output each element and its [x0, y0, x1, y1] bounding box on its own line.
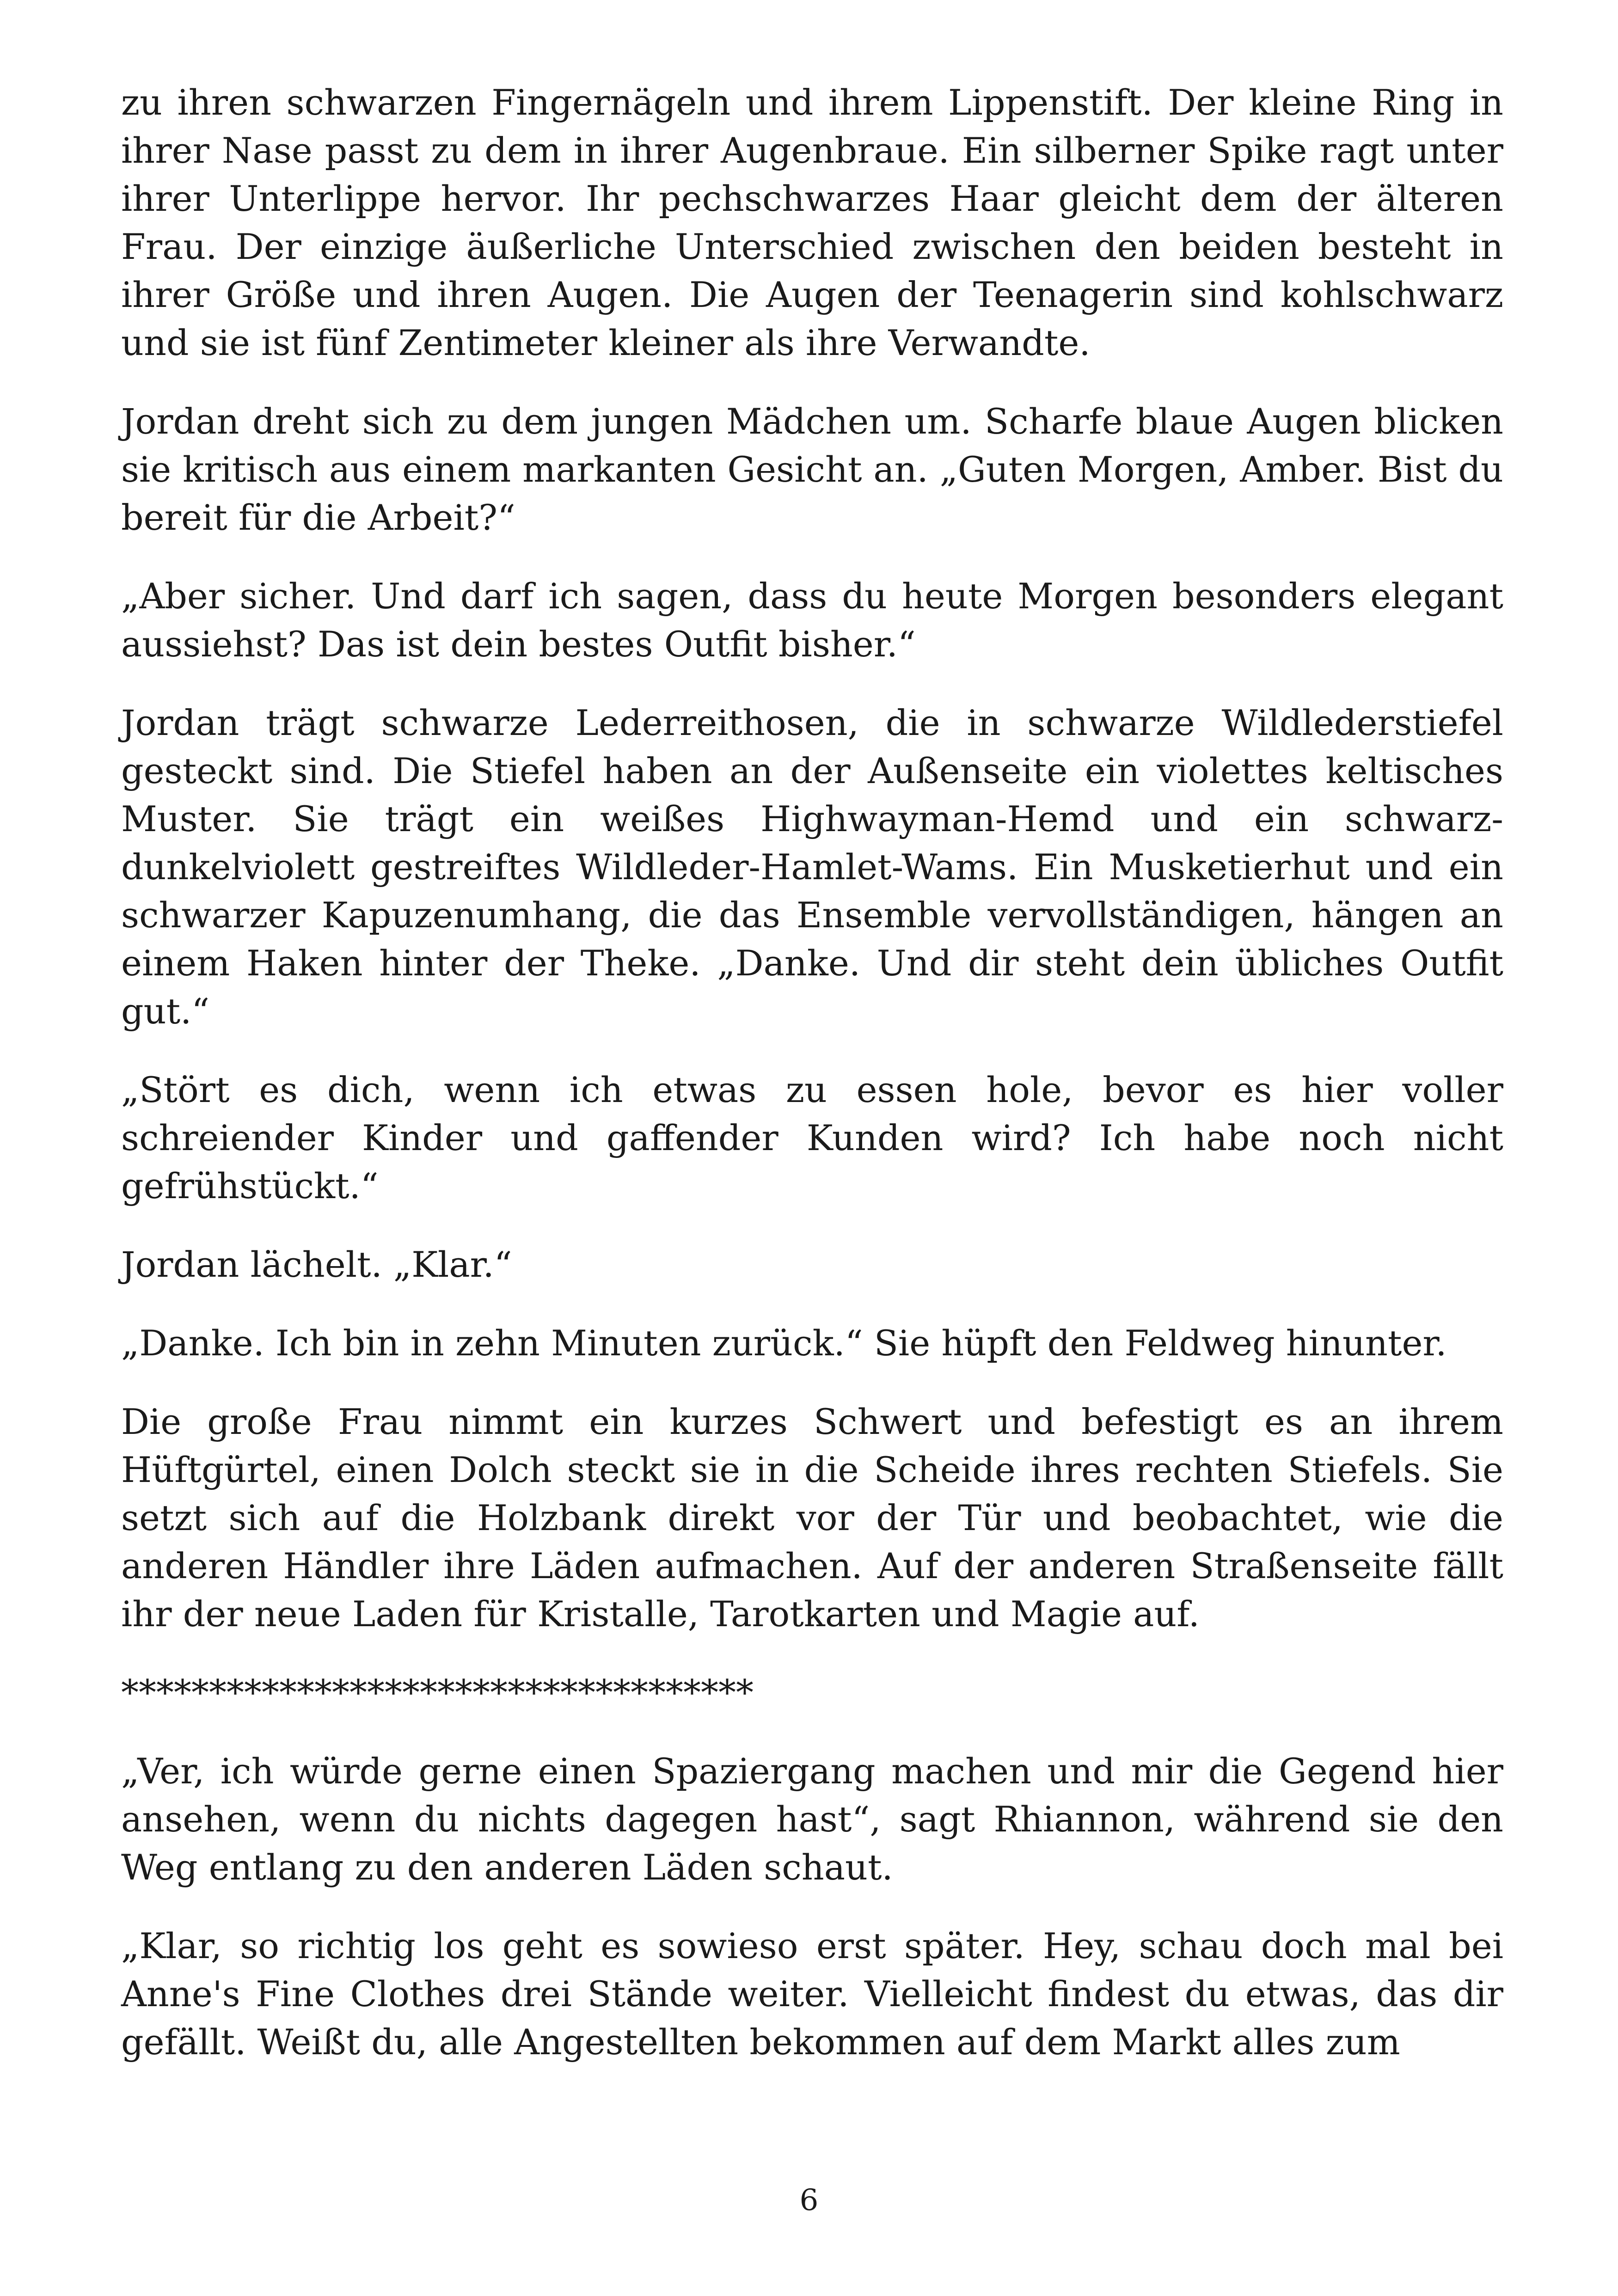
paragraph-8: Die große Frau nimmt ein kurzes Schwert und befestigt es an ihrem Hüftgürtel, einen Dolch steckt sie in die Scheide ihres rechten Stiefels. Sie setzt sich auf die Holzbank direkt vor der Tür und beobachtet, wie die anderen Händler ihre Läden aufmachen. Auf der anderen Straßenseite fällt ihr der neue Laden für Kristalle, Tarotkarten und Magie auf. [121, 1401, 1503, 1635]
text-body [121, 79, 1503, 2097]
paragraph-4: Jordan trägt schwarze Lederreithosen, die in schwarze Wildlederstiefel gesteckt sind. Die Stiefel haben an der Außenseite ein violettes keltisches Muster. Sie trägt ein weißes Highwayman-Hemd und ein schwarz-dunkelviolett gestreiftes Wildleder-Hamlet-Wams. Ein Musketierhut und ein schwarzer Kapuzenumhang, die das Ensemble vervollständigen, hängen an einem Haken hinter der Theke. „Danke. Und dir steht dein übliches Outfit gut.“ [121, 702, 1503, 1032]
scene-separator: ************************************ [121, 1672, 754, 1713]
paragraph-10: „Klar, so richtig los geht es sowieso erst später. Hey, schau doch mal bei Anne's Fine Clothes drei Stände weiter. Vielleicht findest du etwas, das dir gefällt. Weißt du, alle Angestellten bekommen auf dem Markt alles zum [121, 1925, 1503, 2063]
page-number: 6 [799, 2183, 819, 2217]
paragraph-6: Jordan lächelt. „Klar.“ [121, 1244, 512, 1285]
paragraph-9: „Ver, ich würde gerne einen Spaziergang machen und mir die Gegend hier ansehen, wenn du nichts dagegen hast“, sagt Rhiannon, während sie den Weg entlang zu den anderen Läden schaut. [121, 1751, 1503, 1888]
paragraph-7: „Danke. Ich bin in zehn Minuten zurück.“ Sie hüpft den Feldweg hinunter. [121, 1322, 1447, 1364]
paragraph-2: Jordan dreht sich zu dem jungen Mädchen um. Scharfe blaue Augen blicken sie kritisch aus einem markanten Gesicht an. „Guten Morgen, Amber. Bist du bereit für die Arbeit?“ [121, 401, 1503, 538]
paragraph-3: „Aber sicher. Und darf ich sagen, dass du heute Morgen besonders elegant aussiehst? Das ist dein bestes Outfit bisher.“ [121, 576, 1503, 665]
paragraph-1: zu ihren schwarzen Fingernägeln und ihrem Lippenstift. Der kleine Ring in ihrer Nase passt zu dem in ihrer Augenbraue. Ein silberner Spike ragt unter ihrer Unterlippe hervor. Ihr pechschwarzes Haar gleicht dem der älteren Frau. Der einzige äußerliche Unterschied zwischen den beiden besteht in ihrer Größe und ihren Augen. Die Augen der Teenagerin sind kohlschwarz und sie ist fünf Zentimeter kleiner als ihre Verwandte. [121, 82, 1503, 363]
paragraph-5: „Stört es dich, wenn ich etwas zu essen hole, bevor es hier voller schreiender Kinder und gaffender Kunden wird? Ich habe noch nicht gefrühstückt.“ [121, 1069, 1503, 1206]
